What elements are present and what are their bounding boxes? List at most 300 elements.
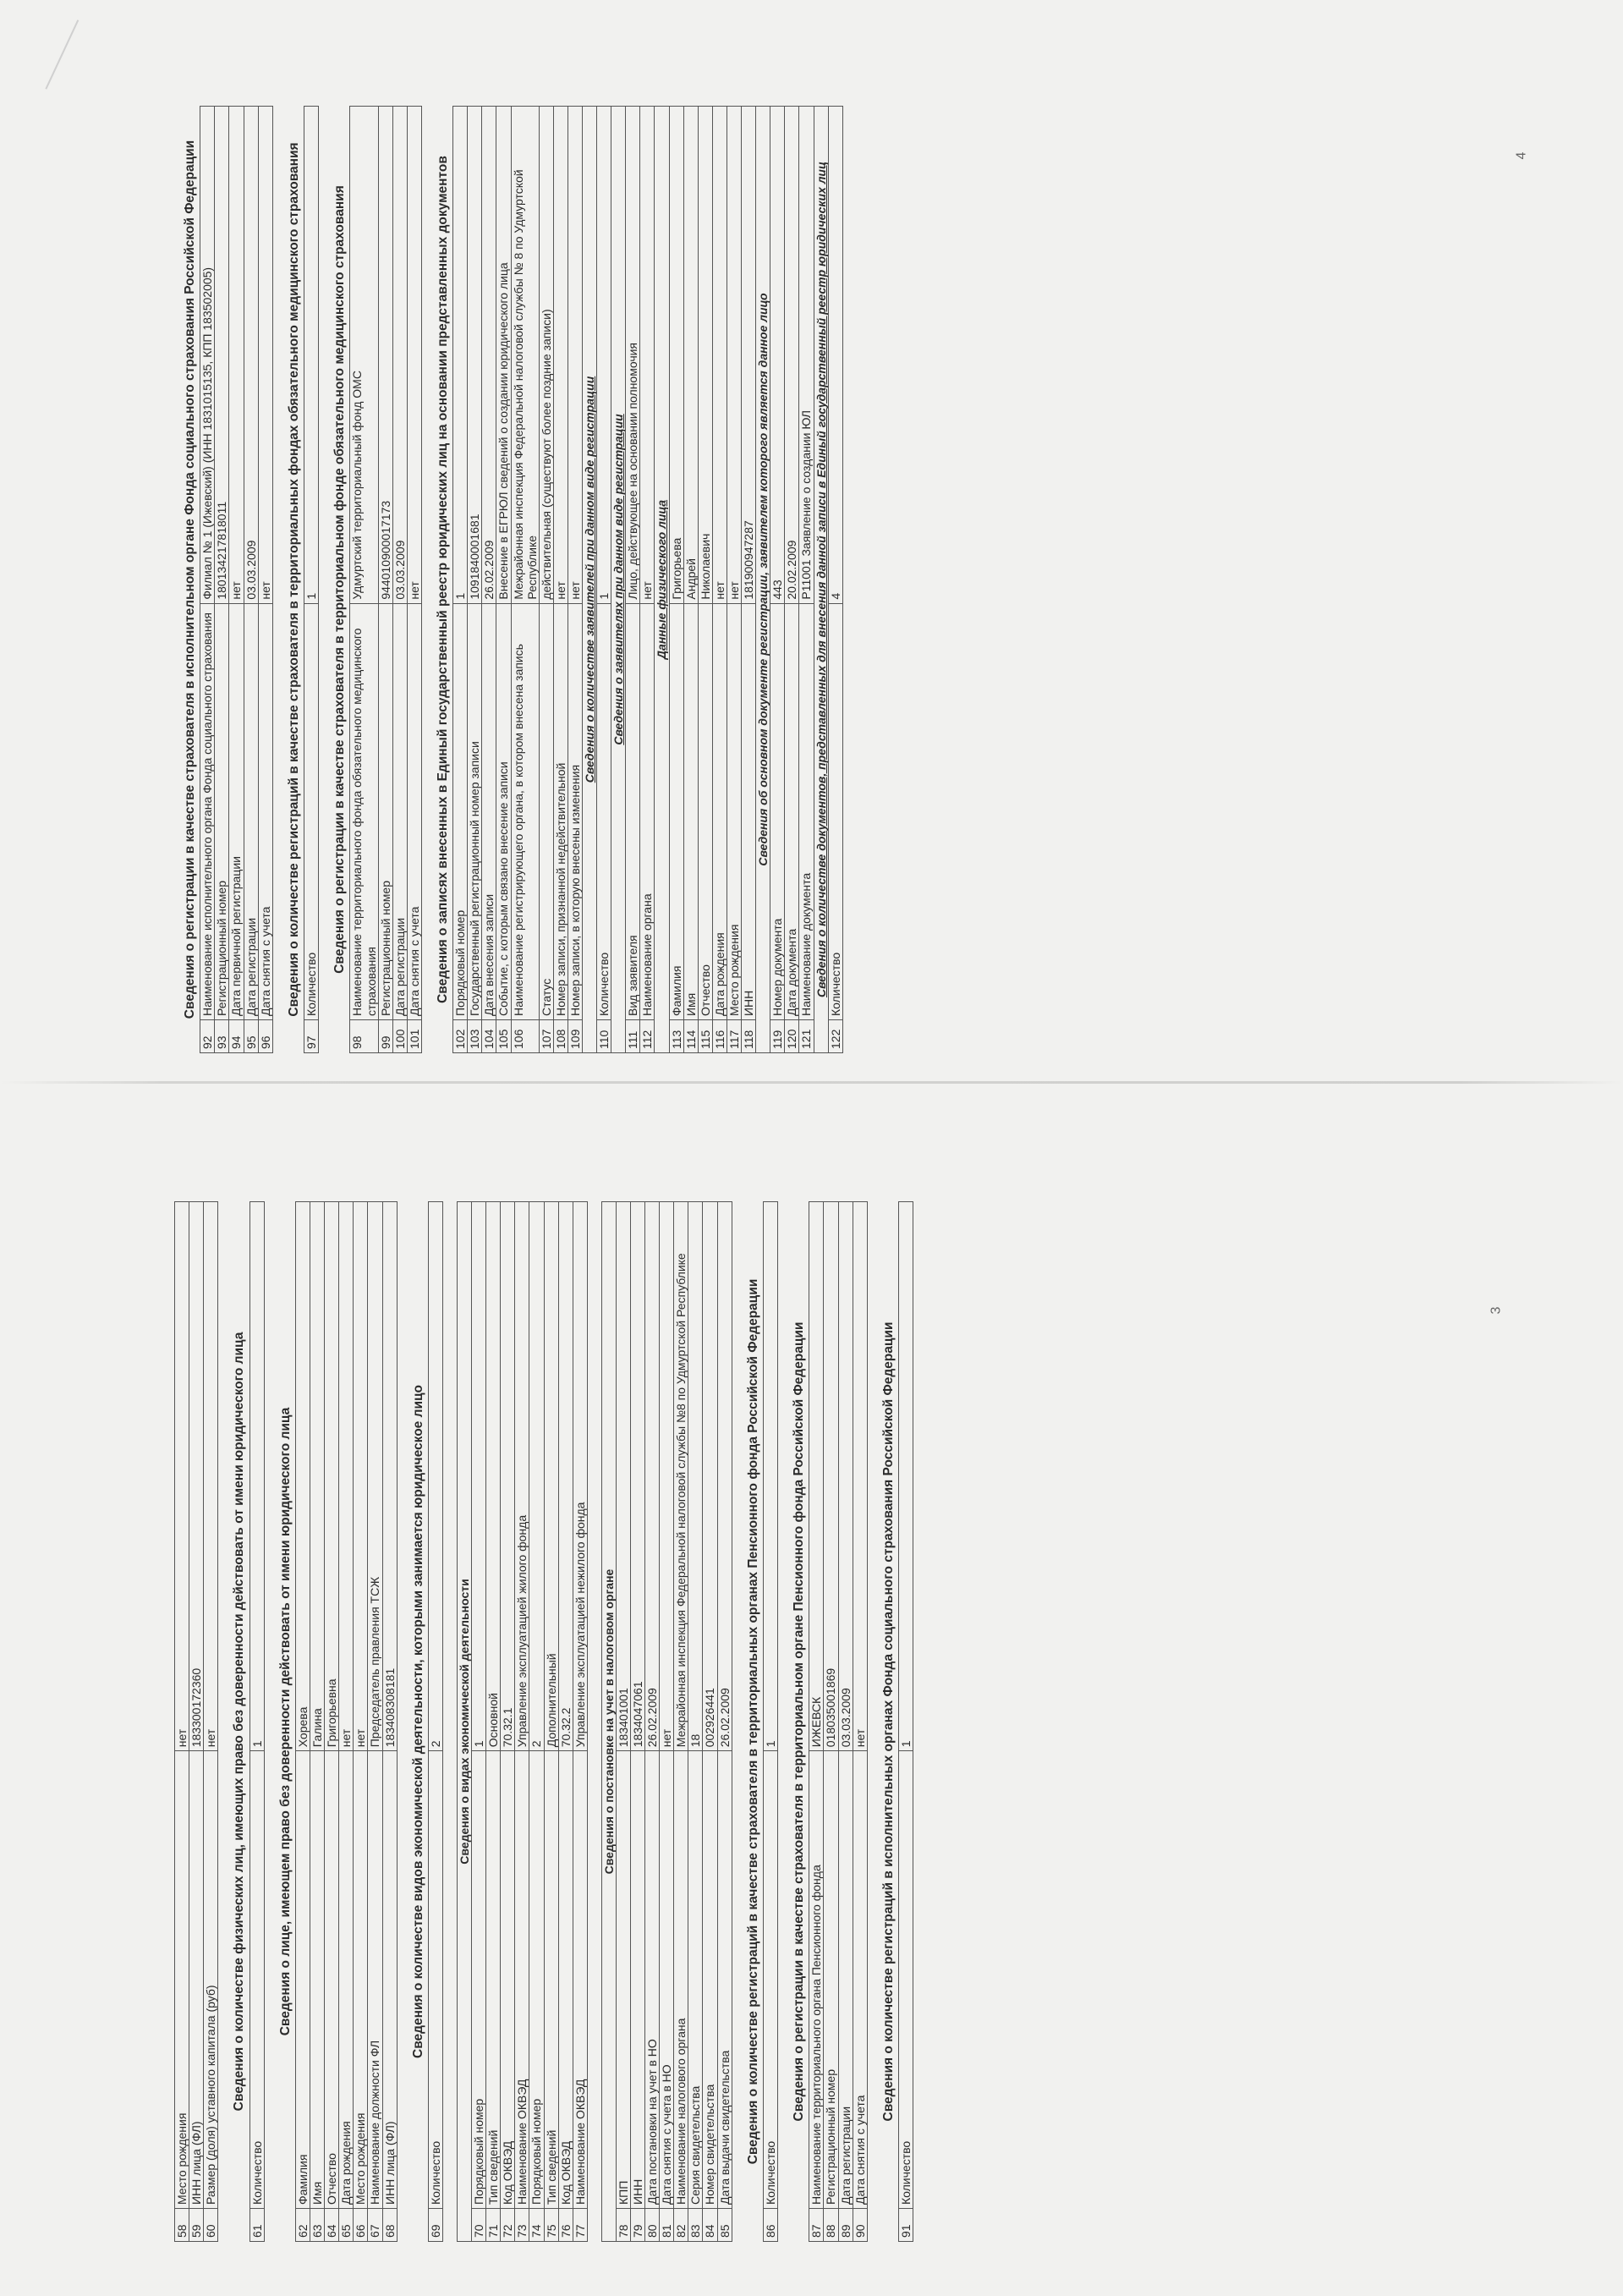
table-row [674,1202,688,2242]
field-label: Код ОКВЭД [501,1751,515,2209]
table-row [616,1202,630,2242]
subsection-heading: Сведения о постановке на учет в налоговом органе [601,1202,616,2242]
row-number: 76 [558,2209,573,2242]
table-row [558,1202,573,2242]
field-value: 1 [453,107,468,604]
page-number-bottom: 3 [1489,1306,1504,1315]
table-row [428,1202,442,2242]
field-label: Код ОКВЭД [558,1751,573,2209]
row-number: 74 [529,2209,544,2242]
table-row [189,1202,204,2242]
field-value: нет [407,107,421,604]
table-row [742,107,756,1053]
field-label: Номер записи, в которую внесены изменения [568,603,582,1019]
field-value: нет [568,107,582,604]
row-number: 58 [175,2209,189,2242]
row-number: 113 [669,1020,683,1053]
row-number: 105 [496,1020,511,1053]
table-row [712,107,727,1053]
table-row [553,107,568,1053]
section-heading: Сведения о количестве видов экономической деятельности, которыми занимается юридическое лицо [410,1385,425,2058]
field-label: Имя [310,1751,325,2209]
field-label: Фамилия [295,1751,310,2209]
row-number: 95 [244,1020,258,1053]
table-row [511,107,539,1053]
field-label: Регистрационный номер [378,603,392,1019]
field-value: нет [640,107,655,604]
table-row [354,1202,368,2242]
section [174,1201,218,2242]
row-number: 80 [645,2209,660,2242]
table-row [501,1202,515,2242]
field-value: 4 [828,107,842,604]
table-row [898,1202,913,2242]
table-row [763,1202,777,2242]
table-row [310,1202,325,2242]
row-number: 72 [501,2209,515,2242]
data-table [763,1201,778,2242]
table-row [655,107,669,1053]
data-table [898,1201,913,2242]
field-value: Председатель правления ТСЖ [368,1202,382,1751]
field-label: Количество [597,603,611,1019]
field-label: Дата снятия с учета в НО [660,1751,674,2209]
section-heading: Сведения о регистрации в качестве страхователя в территориальном органе Пенсионного фонда Российской Федерации [792,1321,807,2122]
field-label: Регистрационный номер [824,1751,838,2209]
field-label: Количество [304,603,319,1019]
data-table [601,1201,732,2242]
subsection-heading: Сведения о видах экономической деятельности [457,1202,471,2242]
section-heading: Сведения о количестве регистраций в исполнительных органах Фонда социального страхования Российской Федерации [880,1321,896,2122]
table-row [824,1202,838,2242]
data-table [809,1201,867,2242]
field-value: действительная (существуют более поздние записи) [539,107,553,604]
table-row [382,1202,397,2242]
field-label: Дата документа [785,603,799,1019]
row-number: 108 [553,1020,568,1053]
field-label: Количество [428,1751,442,2209]
field-label: Количество [898,1751,913,2209]
field-label: КПП [616,1751,630,2209]
document-page-3 [161,1201,913,2242]
table-row [727,107,741,1053]
field-label: Регистрационный номер [215,603,229,1019]
table-row [215,107,229,1053]
table-row [486,1202,501,2242]
table-row [611,107,626,1053]
field-label: Наименование должности ФЛ [368,1751,382,2209]
field-label: Место рождения [175,1751,189,2209]
data-table [249,1201,265,2242]
field-value: 1 [763,1202,777,1751]
data-table [200,106,272,1053]
table-row [660,1202,674,2242]
field-value: нет [853,1202,867,1751]
table-row [496,107,511,1053]
table-row [325,1202,339,2242]
field-label: Наименование документа [799,603,814,1019]
field-label: Статус [539,603,553,1019]
row-number: 112 [640,1020,655,1053]
field-label: Количество [828,603,842,1019]
row-number: 104 [482,1020,496,1053]
section-heading: Сведения о количестве регистраций в качестве страхователя в территориальных органах Пенсионного фонда Российской Федерации [745,1278,760,2165]
field-value: 2 [428,1202,442,1751]
table-row [339,1202,354,2242]
table-row [601,1202,616,2242]
field-value: нет [727,107,741,604]
field-label: Дата рождения [339,1751,354,2209]
row-number: 115 [698,1020,712,1053]
row-number: 61 [249,2209,264,2242]
table-row [645,1202,660,2242]
row-number: 82 [674,2209,688,2242]
row-number: 86 [763,2209,777,2242]
field-value: нет [204,1202,218,1751]
field-value: 183401001 [616,1202,630,1751]
table-row [350,107,378,1053]
row-number: 102 [453,1020,468,1053]
field-label: ИНН лица (ФЛ) [189,1751,204,2209]
field-value: 018035001869 [824,1202,838,1751]
field-value: Николаевич [698,107,712,604]
field-value: 26.02.2009 [717,1202,732,1751]
section [601,1201,732,2242]
field-label: Место рождения [727,603,741,1019]
row-number: 88 [824,2209,838,2242]
row-number: 83 [688,2209,703,2242]
row-number: 98 [350,1020,378,1053]
field-value: 03.03.2009 [244,107,258,604]
field-label: Порядковый номер [529,1751,544,2209]
section-heading: Сведения о регистрации в качестве страхователя в исполнительном органе Фонда социального страхования Российской Федерации [183,140,197,1019]
field-label: ИНН [631,1751,645,2209]
field-label: Дата выдачи свидетельства [717,1751,732,2209]
row-number: 122 [828,1020,842,1053]
field-value: Андрей [683,107,698,604]
subsection-heading: Сведения о количестве документов, представленных для внесения данной записи в Единый государственный реестр юридических лиц [814,107,828,1053]
field-value: 2 [529,1202,544,1751]
field-value: 443 [770,107,785,604]
subsection-heading: Сведения о заявителях при данном виде регистрации [611,107,626,1053]
section [411,1201,443,2242]
field-label: Тип сведений [486,1751,501,2209]
field-label: Количество [763,1751,777,2209]
field-value: 26.02.2009 [645,1202,660,1751]
section-heading: Сведения о количестве физических лиц, имеющих право без доверенности действовать от имени юридического лица [232,1332,247,2112]
subsection-heading: Сведения о количестве заявителей при данном виде регистрации [583,107,597,1053]
field-value: нет [229,107,244,604]
table-row [631,1202,645,2242]
table-row [785,107,799,1053]
table-row [544,1202,558,2242]
row-number: 111 [626,1020,640,1053]
row-number: 63 [310,2209,325,2242]
field-value: Григорьева [669,107,683,604]
field-value: 70.32.1 [501,1202,515,1751]
section-heading: Сведения о количестве регистраций в качестве страхователя в территориальных фондах обязательного медицинского страхования [286,142,301,1017]
field-value: Лицо, действующее на основании полномочия [626,107,640,604]
field-value: Межрайонная инспекция Федеральной налоговой службы № 8 по Удмуртской Республике [511,107,539,604]
table-row [539,107,553,1053]
table-row [799,107,814,1053]
page-number-top: 4 [1514,151,1529,160]
row-number: 84 [703,2209,717,2242]
field-label: Отчество [325,1751,339,2209]
field-label: Дата снятия с учета [258,603,272,1019]
table-row [583,107,597,1053]
field-value: Управление эксплуатацией нежилого фонда [573,1202,587,1751]
section [232,1201,264,2242]
row-number: 78 [616,2209,630,2242]
table-row [468,107,482,1053]
field-label: Наименование ОКВЭД [573,1751,587,2209]
row-number: 94 [229,1020,244,1053]
field-value: Внесение в ЕГРЮЛ сведений о создании юридического лица [496,107,511,604]
page-fold [0,1081,1623,1084]
field-value: 1 [304,107,319,604]
row-number: 121 [799,1020,814,1053]
field-label: Порядковый номер [472,1751,486,2209]
field-value: 181900947287 [742,107,756,604]
table-row [200,107,215,1053]
field-value: нет [712,107,727,604]
field-value: 20.02.2009 [785,107,799,604]
row-number: 75 [544,2209,558,2242]
row-number: 114 [683,1020,698,1053]
table-row [378,107,392,1053]
field-value: 18 [688,1202,703,1751]
field-value: 1 [249,1202,264,1751]
table-row [258,107,272,1053]
field-label: Дата регистрации [244,603,258,1019]
field-label: Дата регистрации [392,603,407,1019]
field-value: нет [660,1202,674,1751]
field-value: 1834047061 [631,1202,645,1751]
row-number: 65 [339,2209,354,2242]
table-row [669,107,683,1053]
section [183,106,273,1053]
table-row [828,107,842,1053]
row-number: 64 [325,2209,339,2242]
field-label: Дата постановки на учет в НО [645,1751,660,2209]
section-heading: Сведения о регистрации в качестве страхователя в территориальном фонде обязательного медицинского страхования [332,185,348,974]
field-label: Номер свидетельства [703,1751,717,2209]
field-label: Наименование исполнительного органа Фонда социального страхования [200,603,215,1019]
table-row [683,107,698,1053]
field-value: 183300172360 [189,1202,204,1751]
row-number: 60 [204,2209,218,2242]
section-heading: Сведения о записях внесенных в Единый государственный реестр юридических лиц на основании представленных документов [435,156,450,1003]
field-value: 70.32.2 [558,1202,573,1751]
field-value: 26.02.2009 [482,107,496,604]
table-row [457,1202,471,2242]
field-value: Межрайонная инспекция Федеральной налоговой службы №8 по Удмуртской Республике [674,1202,688,1751]
row-number: 106 [511,1020,539,1053]
field-label: Имя [683,603,698,1019]
field-label: Дата первичной регистрации [229,603,244,1019]
field-label: Наименование органа [640,603,655,1019]
row-number: 68 [382,2209,397,2242]
table-row [482,107,496,1053]
field-label: ИНН [742,603,756,1019]
field-value: 183408308181 [382,1202,397,1751]
field-value: 002926441 [703,1202,717,1751]
section [881,1201,913,2242]
section [457,1201,588,2242]
field-label: Количество [249,1751,264,2209]
row-number: 96 [258,1020,272,1053]
data-table [457,1201,588,2242]
table-row [703,1202,717,2242]
data-table [349,106,421,1053]
row-number: 85 [717,2209,732,2242]
table-row [698,107,712,1053]
subsection-heading: Данные физического лица [655,107,669,1053]
field-value: нет [354,1202,368,1751]
field-label: Отчество [698,603,712,1019]
field-value: 1801342178180​11 [215,107,229,604]
table-row [244,107,258,1053]
table-row [529,1202,544,2242]
row-number: 79 [631,2209,645,2242]
field-value: Удмуртский территориальный фонд ОМС [350,107,378,604]
section [278,1201,398,2242]
field-value: 1 [898,1202,913,1751]
table-row [809,1202,824,2242]
row-number: 100 [392,1020,407,1053]
field-value: 03.03.2009 [838,1202,853,1751]
table-row [368,1202,382,2242]
table-row [304,107,319,1053]
field-value: Григорьевна [325,1202,339,1751]
row-number: 99 [378,1020,392,1053]
table-row [688,1202,703,2242]
row-number: 118 [742,1020,756,1053]
field-value: нет [553,107,568,604]
row-number: 97 [304,1020,319,1053]
field-value: Филиал № 1 (Ижевский) (ИНН 1831015135, КПП 183502005) [200,107,215,604]
field-value: 03.03.2009 [392,107,407,604]
field-value: 1 [472,1202,486,1751]
table-row [814,107,828,1053]
row-number: 81 [660,2209,674,2242]
row-number: 117 [727,1020,741,1053]
table-row [838,1202,853,2242]
field-value: Основной [486,1202,501,1751]
row-number: 70 [472,2209,486,2242]
table-row [573,1202,587,2242]
row-number: 91 [898,2209,913,2242]
table-row [204,1202,218,2242]
row-number: 71 [486,2209,501,2242]
table-row [515,1202,529,2242]
subsection-heading: Сведения об основном документе регистрации, заявителем которого является данное лицо [756,107,770,1053]
section-heading: Сведения о лице, имеющем право без доверенности действовать от имени юридического лица [277,1407,293,2036]
field-value: ИЖЕВСК [809,1202,824,1751]
table-row [229,107,244,1053]
table-row [770,107,785,1053]
field-value: Галина [310,1202,325,1751]
field-label: Дата снятия с учета [407,603,421,1019]
field-label: Дата внесения записи [482,603,496,1019]
field-value: 944010900017173 [378,107,392,604]
field-label: Дата регистрации [838,1751,853,2209]
table-row [756,107,770,1053]
row-number: 67 [368,2209,382,2242]
field-value: Хорева [295,1202,310,1751]
table-row [640,107,655,1053]
table-row [853,1202,867,2242]
section [332,106,422,1053]
field-label: Дата снятия с учета [853,1751,867,2209]
row-number: 120 [785,1020,799,1053]
field-value: 1 [597,107,611,604]
field-label: Фамилия [669,603,683,1019]
table-row [717,1202,732,2242]
field-label: Событие, с которым связано внесение записи [496,603,511,1019]
field-label: Дата рождения [712,603,727,1019]
field-label: Тип сведений [544,1751,558,2209]
row-number: 101 [407,1020,421,1053]
field-label: Порядковый номер [453,603,468,1019]
table-row [175,1202,189,2242]
field-value: Дополнительный [544,1202,558,1751]
section [287,106,319,1053]
field-label: Наименование налогового органа [674,1751,688,2209]
field-label: Наименование территориального органа Пенсионного фонда [809,1751,824,2209]
row-number: 116 [712,1020,727,1053]
row-number: 66 [354,2209,368,2242]
row-number: 62 [295,2209,310,2242]
row-number: 119 [770,1020,785,1053]
field-value: нет [258,107,272,604]
field-label: Наименование регистрирующего органа, в котором внесена запись [511,603,539,1019]
field-label: Номер записи, признанной недействительной [553,603,568,1019]
row-number: 73 [515,2209,529,2242]
table-row [568,107,582,1053]
data-table [428,1201,443,2242]
table-row [249,1202,264,2242]
document-page-4 [169,106,843,1053]
field-value: нет [339,1202,354,1751]
row-number: 109 [568,1020,582,1053]
field-value: 1091840001681 [468,107,482,604]
field-label: Номер документа [770,603,785,1019]
table-row [392,107,407,1053]
data-table [174,1201,218,2242]
data-table [304,106,319,1053]
table-row [597,107,611,1053]
data-table [295,1201,398,2242]
table-row [295,1202,310,2242]
row-number: 90 [853,2209,867,2242]
row-number: 92 [200,1020,215,1053]
field-value: Р11001 Заявление о создании ЮЛ [799,107,814,604]
row-number: 107 [539,1020,553,1053]
row-number: 69 [428,2209,442,2242]
row-number: 110 [597,1020,611,1053]
section [746,1201,778,2242]
row-number: 59 [189,2209,204,2242]
field-value: нет [175,1202,189,1751]
section [792,1201,868,2242]
row-number: 89 [838,2209,853,2242]
row-number: 93 [215,1020,229,1053]
table-row [472,1202,486,2242]
table-row [453,107,468,1053]
field-label: Место рождения [354,1751,368,2209]
